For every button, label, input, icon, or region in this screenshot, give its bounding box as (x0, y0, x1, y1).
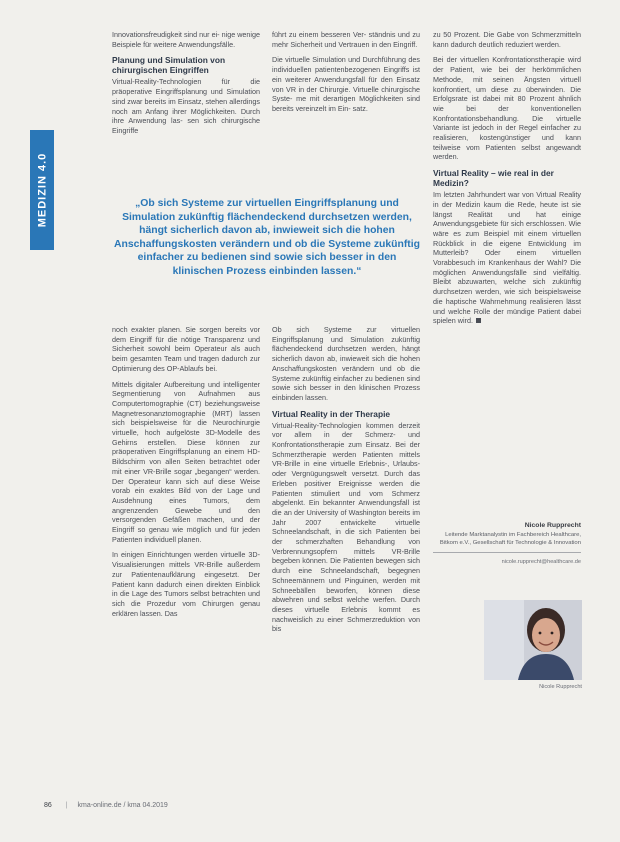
author-photo (484, 600, 582, 680)
paragraph: Innovationsfreudigkeit sind nur ei- nige wenige Beispiele für weitere Anwendungsfälle. (112, 30, 260, 49)
section-heading: Virtual Reality – wie real in der Medizin? (433, 168, 554, 189)
paragraph: noch exakter planen. Sie sorgen bereits vor dem Eingriff für die nötige Transparenz und Sicherheit sowohl beim Operateur als auch beim gesamten Team und tragen dadurch zur Optimierung des OP-Ablaufs bei. (112, 325, 260, 373)
page-footer (44, 802, 168, 809)
pull-quote: „Ob sich Systeme zur virtuellen Eingriffsplanung und Simulation zukünftig flächendeckend durchsetzen werden, hängt sicherlich davon ab, inwieweit sich die hohen Anschaffungskosten verändern und ob die Systeme zukünftig einfacher zu bedienen sind sowie sich besser in den klinischen Prozess einbinden lassen.“ (114, 198, 420, 277)
divider (433, 552, 581, 553)
paragraph: Virtual-Reality-Technologien für die präoperative Eingriffsplanung und Simulation sind zwar bereits im Einsatz, stehen allerdings noch am Anfang ihrer Möglichkeiten. Durch ihre Anwendung las- sen sich chirurgische Eingriffe (112, 77, 260, 135)
end-mark-icon (476, 318, 481, 323)
column-top-middle (272, 30, 420, 120)
author-name: Nicole Rupprecht (524, 522, 581, 529)
section-label: MEDIZIN 4.0 (36, 152, 49, 228)
paragraph: Ob sich Systeme zur virtuellen Eingriffsplanung und Simulation zukünftig flächendeckend durchsetzen werden, hängt sicherlich davon ab, inwieweit sich die hohen Anschaffungskosten verändern und ob die Systeme zukünftig einfacher zu bedienen sind sowie sich besser in den klinischen Prozess einbinden lassen. (272, 325, 420, 402)
author-info (433, 522, 581, 565)
paragraph: Die virtuelle Simulation und Durchführung des individuellen patientenbezogenen Eingriffs ist ein weiterer Anwendungsfall für den Einsatz von VR in der Chirurgie. Virtuelle chirurgische Syste- me mit derartigen Möglichkeiten sind bereits vereinzelt im Ein- satz. (272, 55, 420, 113)
paragraph: In einigen Einrichtungen werden virtuelle 3D-Visualisierungen mittels VR-Brille außerdem zur Patientenaufklärung eingesetzt. Der Patient kann dadurch einen direkten Einblick in die Lage des Tumors selbst betrachten und sich die Prozedur vom Chirurgen genau erklären lassen. Das (112, 550, 260, 618)
paragraph: Bei der virtuellen Konfrontationstherapie wird der Patient, wie bei der herkömmlichen Methode, mit seinen Ängsten virtuell konfrontiert, um diese zu überwinden. Die Erfolgsrate ist dabei mit 80 Prozent ähnlich wie bei der konventionellen Konfrontationsbehandlung. Die virtuelle Variante ist jedoch in der Regel einfacher zu realisieren, kostengünstiger und kann teilweise vom Patienten selbst angewandt werden. (433, 55, 581, 162)
paragraph: Mittels digitaler Aufbereitung und intelligenter Segmentierung von Aufnahmen aus Computertomographie (CT) beziehungsweise Magnetresonanztomographie (MRT) lassen sich beispielsweise für die Neurochirurgie virtuelle, hoch aufgelöste 3D-Modelle des Gehirns erstellen. Diese können zur präoperativen Eingriffsplanung an einem HD-Bildschirm von allen Seiten betrachtet oder mit einer VR-Brille sogar „begangen“ werden. Der Operateur kann sich auf diese Weise vorab ein exaktes Bild von der Lage und Ausdehnung eines Tumors, dem angrenzenden Gewebe und den versorgenden Gefäßen machen, und der Eingriff so genau wie möglich und für jeden Patienten individuell planen. (112, 379, 260, 544)
portrait-icon (484, 600, 582, 680)
photo-caption: Nicole Rupprecht (539, 684, 582, 690)
column-lower-middle (272, 325, 420, 640)
paragraph: Virtual-Reality-Technologien kommen derzeit vor allem in der Schmerz- und Konfrontationstherapie zum Einsatz. Bei der Schmerztherapie werden Patienten mittels VR-Brille in eine virtuelle Erlebnis-, Urlaubs- oder Vergnügungswelt versetzt. Durch das Erleben positiver Ereignisse werden die Patienten stimuliert und vom Schmerz abgelenkt. Ein bekannter Anwendungsfall ist die an der University of Washington bereits im Jahr 2007 entwickelte virtuelle Schneelandschaft, in die sich Patienten bei der schmerzhaften Behandlung von Verbrennungsopfern mittels VR-Brille begeben können. Die Patienten bewegen sich durch eine Schneelandschaft, begegnen Schneemännern und Pinguinen, werden mit Schneebällen beworfen, können diese abwehren und selbst welche werfen. Durch dieses virtuelle Erlebnis kommt es nachweislich zu einer Schmerzreduktion von bis (272, 420, 420, 634)
section-heading: Virtual Reality in der Therapie (272, 408, 391, 419)
column-lower-left (112, 325, 260, 624)
column-top-left (112, 30, 260, 142)
footer-separator: | (65, 802, 68, 809)
author-role: Leitende Marktanalystin im Fachbereich Healthcare, Bitkom e.V., Gesellschaft für Technologie & Innovation (439, 532, 581, 546)
paragraph: führt zu einem besseren Ver- ständnis und zu mehr Sicherheit und Vertrauen in den Eingriff. (272, 30, 420, 49)
paragraph: zu 50 Prozent. Die Gabe von Schmerzmitteln kann dadurch deutlich reduziert werden. (433, 30, 581, 49)
author-email: nicole.rupprecht@healthcare.de (501, 559, 581, 565)
paragraph (433, 190, 581, 326)
section-heading: Planung und Simulation von chirurgischen Eingriffen (112, 55, 226, 76)
page-number: 86 (44, 802, 52, 809)
publication-name: kma-online.de / kma 04.2019 (77, 802, 168, 809)
paragraph-text: Im letzten Jahrhundert war von Virtual Reality in der Medizin kaum die Rede, heute ist sie längst Realität und hat einige Anwendungsgebiete für sich erschlossen. Wie wäre es zum Beispiel mit einem virtuellen Rückblick in die eigene Entwicklung im Mutterleib? Oder einem virtuellen Vorabbesuch im Krankenhaus der Wahl? Die möglichen Anwendungsfälle sind vielfältig. Bleibt abzuwarten, welche sich zukünftig durchsetzen werden, wie sich beispielsweise die haptische Wahrnehmung realisieren lässt und welche Rolle der mündige Patient dabei spielen wird. (433, 190, 581, 326)
column-right (433, 30, 581, 332)
section-tab (30, 130, 54, 250)
